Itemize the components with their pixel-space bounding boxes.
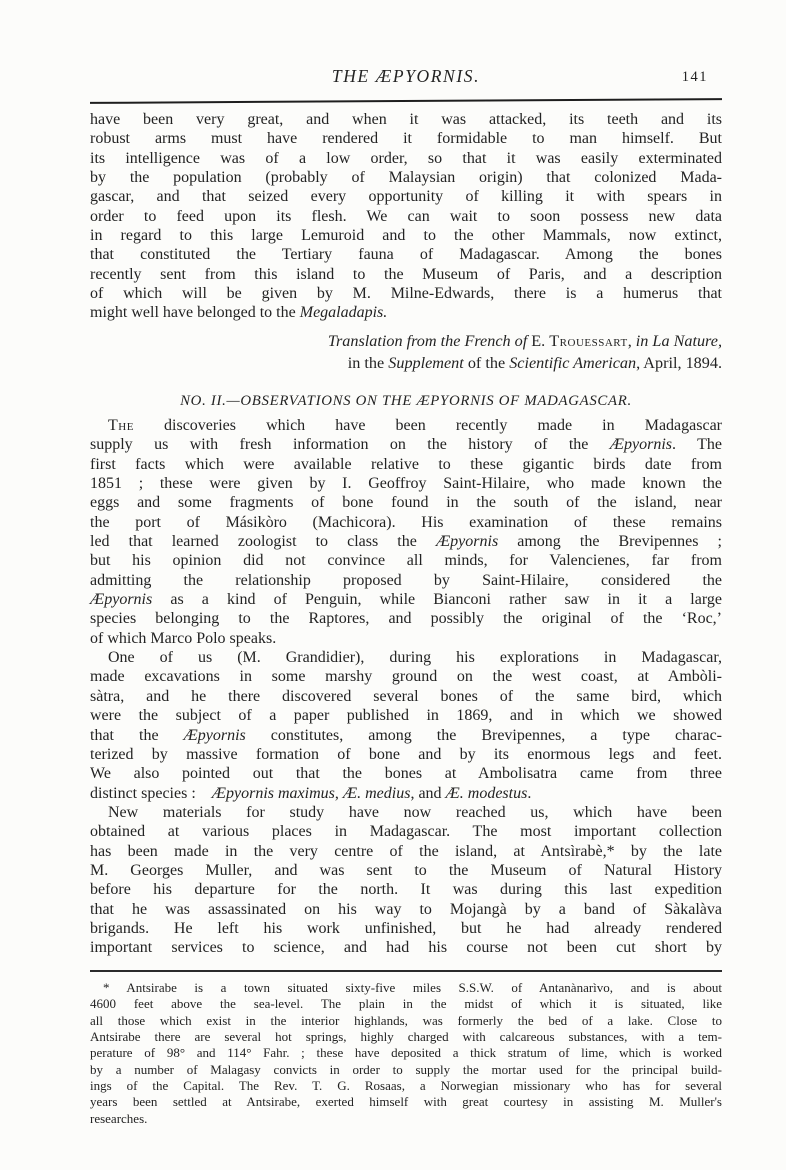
text-segment: Æ. medius (342, 784, 411, 802)
text-segment: Antsirabe there are several hot springs, highly charged with calcareous substances, with a tem- (90, 1029, 722, 1045)
text-segment: its intelligence was of a low order, so that it was easily exterminated (90, 149, 722, 167)
text-segment: recently sent from this island to the Museum of Paris, and a description (90, 265, 722, 283)
text-segment: Trouessart (549, 332, 628, 350)
text-segment: years been settled at Antsirabe, exerted himself with great courtesy in assisting M. Muller's (90, 1094, 722, 1110)
text-segment: Translation from the French of (327, 332, 532, 350)
text-segment: * Antsirabe is a town situated sixty-five miles S.S.W. of Antanànarìvo, and is about (103, 980, 722, 995)
text-line (90, 207, 722, 226)
attribution (90, 331, 722, 374)
text-segment: Æpyornis (183, 726, 246, 744)
text-line (90, 455, 722, 474)
text-line (90, 880, 722, 899)
text-segment: in the (347, 353, 389, 372)
text-segment: , (334, 784, 343, 802)
text-line (90, 571, 722, 590)
text-line (90, 284, 722, 303)
text-line (90, 331, 722, 353)
text-segment: that he was assassinated on his way to Mojangà by a band of Sàkalàva (90, 900, 722, 918)
text-segment: as a kind of Penguin, while Bianconi rather saw in it a large (152, 591, 722, 609)
text-line (90, 110, 722, 129)
text-line (90, 667, 722, 686)
text-segment: the port of Másikòro (Machicora). His examination of these remains (90, 513, 722, 531)
text-segment: , and (410, 784, 446, 802)
text-segment: perature of 98° and 114° Fahr. ; these have deposited a thick stratum of lime, which is worked (90, 1045, 722, 1061)
text-line (90, 980, 722, 996)
text-segment: , (627, 332, 636, 350)
text-segment: that the (90, 726, 184, 744)
page-number: 141 (681, 69, 708, 85)
text-segment: . (527, 784, 532, 802)
section-heading: NO. II.—OBSERVATIONS ON THE ÆPYORNIS OF MADAGASCAR. (180, 393, 632, 409)
text-segment: brigands. He left his work unfinished, but he had already rendered (90, 919, 722, 937)
text-line (90, 265, 722, 284)
opening-paragraph (90, 110, 722, 323)
text-segment: important services to science, and had his course not been cut short by (90, 939, 722, 957)
text-line (90, 1111, 722, 1127)
text-segment: We also pointed out that the bones at Ambolisatra came from three (90, 765, 722, 783)
text-segment: led that learned zoologist to class the (90, 533, 436, 551)
text-segment: by a number of Malagasy convicts in order to supply the mortar used for the principal build- (90, 1061, 722, 1077)
text-segment: admitting the relationship proposed by Saint-Hilaire, considered the (90, 571, 722, 589)
text-segment: researches. (90, 1110, 148, 1126)
text-line (90, 629, 722, 648)
text-segment: of the (463, 353, 510, 372)
text-segment: Megaladapis. (299, 304, 388, 322)
text-segment: The (108, 417, 134, 434)
article-body (90, 416, 722, 958)
text-segment: gascar, and that seized every opportunity of killing it with spears in (90, 188, 722, 206)
text-segment: distinct species : (90, 784, 212, 802)
running-title: THE ÆPYORNIS. (331, 66, 481, 86)
text-segment: Æpyornis (435, 533, 499, 551)
text-line (90, 353, 722, 375)
text-line (90, 168, 722, 187)
text-segment: before his departure for the north. It was during this last expedition (90, 881, 722, 899)
text-segment: in La Nature, (635, 332, 722, 350)
text-segment: supply us with fresh information on the history of the (90, 436, 610, 454)
text-segment: made excavations in some marshy ground on the west coast, at Ambòli- (90, 668, 722, 686)
text-segment: first facts which were available relative to these gigantic birds date from (90, 455, 722, 473)
text-segment: among the Brevipennes ; (498, 533, 723, 551)
text-line (90, 187, 722, 206)
text-line (90, 1078, 722, 1094)
text-line (90, 416, 722, 435)
text-segment: Æ. modestus (445, 784, 528, 802)
text-line (90, 226, 722, 245)
text-line (90, 726, 722, 745)
text-line (90, 129, 722, 148)
text-line (90, 745, 722, 764)
text-line (90, 764, 722, 783)
text-line (90, 822, 722, 841)
text-line (90, 784, 722, 803)
text-line (90, 842, 722, 861)
text-segment: 4600 feet above the sea-level. The plain in the midst of which it is situated, like (90, 996, 722, 1012)
text-segment: sàtra, and he there discovered several bones of the same bird, which (90, 687, 722, 705)
text-line (90, 803, 722, 822)
text-line (90, 861, 722, 880)
text-line (90, 532, 722, 551)
text-segment: all those which exist in the interior highlands, was formerly the bed of a lake. Close to (90, 1012, 722, 1028)
text-line (90, 245, 722, 264)
text-segment: ings of the Capital. The Rev. T. G. Rosaas, a Norwegian missionary who has for several (90, 1078, 722, 1094)
text-segment: might well have belonged to the (90, 304, 300, 322)
text-segment: obtained at various places in Madagascar. The most important collection (90, 823, 722, 841)
text-segment: eggs and some fragments of bone found in the south of the island, near (90, 494, 722, 512)
text-segment: of which Marco Polo speaks. (90, 629, 277, 647)
text-segment: Æpyornis (90, 591, 153, 609)
text-line (90, 706, 722, 725)
text-segment: constitutes, among the Brevipennes, a type charac- (245, 726, 722, 744)
text-segment: were the subject of a paper published in 1869, and in which we showed (90, 707, 722, 725)
text-line (90, 1013, 722, 1029)
text-line (90, 513, 722, 532)
text-segment: Supplement (388, 353, 464, 372)
text-line (90, 435, 722, 454)
text-line (90, 1094, 722, 1110)
footnote-rule (90, 970, 722, 972)
text-line (90, 609, 722, 628)
text-segment: , April, 1894. (636, 353, 722, 372)
text-segment: Æpyornis (609, 436, 673, 454)
page-header (90, 64, 722, 98)
footnote (90, 980, 722, 1127)
text-segment: Æpyornis maximus (211, 784, 335, 802)
text-segment: New materials for study have now reached us, which have been (108, 803, 722, 821)
text-line (90, 996, 722, 1012)
text-line (90, 474, 722, 493)
text-line (90, 1062, 722, 1078)
text-line (90, 648, 722, 667)
text-segment: Scientific American (509, 353, 637, 372)
header-rule (90, 98, 722, 104)
text-segment: . The (672, 436, 723, 454)
text-segment: robust arms must have rendered it formidable to man himself. But (90, 130, 722, 148)
text-segment: of which will be given by M. Milne-Edwards, there is a humerus that (90, 285, 722, 303)
text-segment: M. Georges Muller, and was sent to the Museum of Natural History (90, 861, 722, 879)
text-line (90, 303, 722, 322)
text-segment: but his opinion did not convince all minds, for Valencienes, far from (90, 552, 722, 570)
text-line (90, 900, 722, 919)
text-segment: have been very great, and when it was attacked, its teeth and its (90, 111, 722, 128)
text-line (90, 919, 722, 938)
text-segment: species belonging to the Raptores, and possibly the original of the ‘Roc,’ (90, 610, 722, 628)
text-segment: discoveries which have been recently made in Madagascar (133, 417, 722, 434)
text-segment: 1851 ; these were given by I. Geoffroy Saint-Hilaire, who made known the (90, 475, 722, 493)
text-segment: has been made in the very centre of the island, at Antsìrabè,* by the late (90, 842, 722, 860)
text-line (90, 687, 722, 706)
text-segment: that constituted the Tertiary fauna of Madagascar. Among the bones (90, 246, 722, 264)
text-line (90, 1045, 722, 1061)
text-line (90, 938, 722, 957)
text-line (90, 551, 722, 570)
text-segment: order to feed upon its flesh. We can wait to soon possess new data (90, 207, 722, 225)
text-segment: in regard to this large Lemuroid and to the other Mammals, now extinct, (90, 227, 722, 245)
text-line (90, 1029, 722, 1045)
text-segment: by the population (probably of Malaysian origin) that colonized Mada- (90, 169, 722, 187)
text-segment: terized by massive formation of bone and by its enormous legs and feet. (90, 745, 722, 763)
text-line (90, 149, 722, 168)
text-line (90, 590, 722, 609)
text-segment: E. (531, 332, 550, 350)
text-line (90, 493, 722, 512)
text-segment: One of us (M. Grandidier), during his explorations in Madagascar, (108, 649, 722, 667)
